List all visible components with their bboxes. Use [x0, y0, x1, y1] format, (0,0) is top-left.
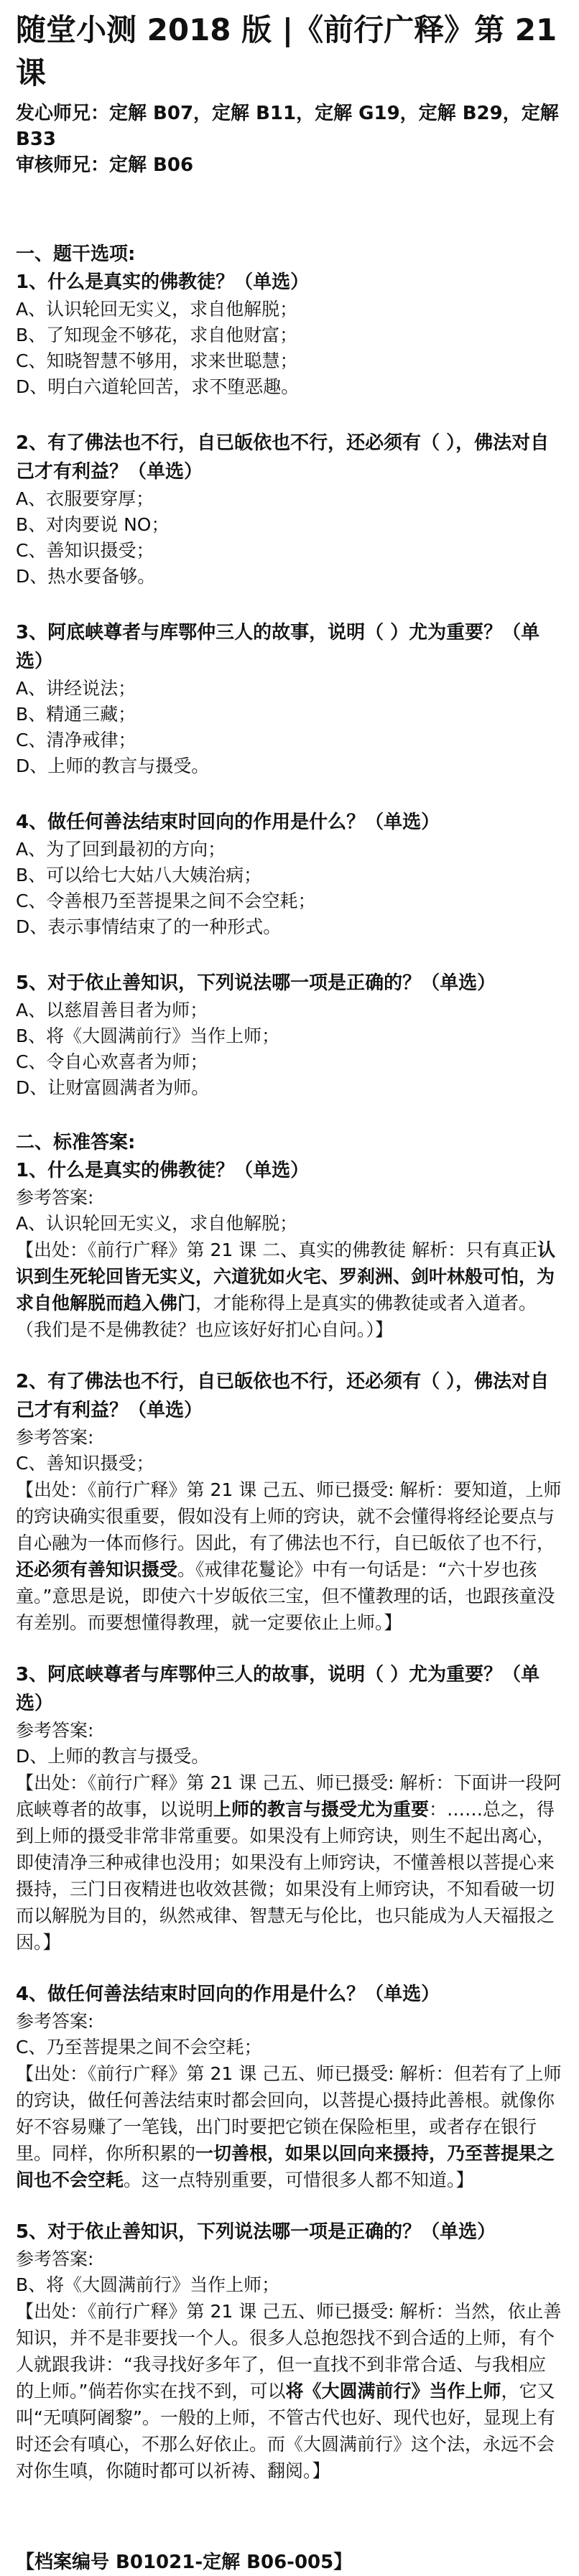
archive-number: 【档案编号 B01021-定解 B06-005】 — [16, 2552, 353, 2573]
option: B、将《大圆满前行》当作上师； — [16, 1026, 280, 1046]
option: D、明白六道轮回苦，求不堕恶趣。 — [16, 376, 300, 397]
option: A、以慈眉善目者为师； — [16, 1000, 208, 1020]
answer-question-title: 3、阿底峡尊者与库鄂仲三人的故事，说明（ ）尤为重要？（单选） — [16, 1664, 540, 1714]
source-text: ：……总之，得到上师的摄受非常非常重要。如果没有上师窍诀，则生不起出离心，即使清净三种戒律也没用；如果没有上师窍诀，不懂善根以菩提心来摄持，三门日夜精进也收效甚微；如果没有上师窍诀，不知看破一切而以解脱为目的，纵然戒律、智慧无与伦比，也只能成为人天福报之因。】 — [16, 1799, 555, 1953]
option: C、善知识摄受； — [16, 540, 154, 561]
option: A、认识轮回无实义，求自他解脱； — [16, 299, 298, 320]
answer-block — [16, 2218, 563, 2484]
reference-answer: D、上师的教言与摄受。 — [16, 1746, 210, 1767]
answer-question-title: 1、什么是真实的佛教徒？（单选） — [16, 1160, 310, 1181]
option: C、令善根乃至菩提果之间不会空耗； — [16, 891, 316, 911]
answer-block — [16, 1660, 563, 1956]
source-explanation — [16, 1477, 563, 1636]
source-text: 【出处：《前行广释》第 21 课 己五、师已摄受: 解析：当然，依止善知识，并不是非要找一个人。很多人总抱怨找不到合适的上师，有个人就跟我讲：“我寻找好多年了，但一直找不到非常合适、与我相应的上师。”倘若你实在找不到，可以 — [16, 2301, 562, 2401]
question-block — [16, 808, 563, 940]
source-text: 。《戒律花鬘论》中有一句话是：“六十岁也孩童。”意思是说，即使六十岁皈依三宝，但不懂教理的话，也跟孩童没有差别。而要想懂得教理，就一定要依止上师。】 — [16, 1559, 555, 1633]
reviewer-line: 审核师兄：定解 B06 — [16, 154, 194, 176]
option: D、热水要备够。 — [16, 566, 156, 587]
question-title: 5、对于依止善知识，下列说法哪一项是正确的？（单选） — [16, 972, 496, 994]
source-text: 。这一点特别重要，可惜很多人都不知道。】 — [124, 2170, 474, 2190]
reference-answer-label: 参考答案: — [16, 2011, 94, 2032]
source-text: 【出处：《前行广释》第 21 课 己五、师已摄受: 解析：但若有了上师的窍诀，做任何善法结束时都会回向，以菩提心摄持此善根。就像你好不容易赚了一笔钱，出门时要把它锁在保险柜里，或者存在银行里。同样，你所积累的 — [16, 2063, 562, 2164]
source-highlight: 一切善根，如果以回向来摄持，乃至菩提果之间也不会空耗 — [16, 2143, 555, 2190]
option: D、让财富圆满者为师。 — [16, 1077, 210, 1098]
question-block — [16, 969, 563, 1101]
question-title: 4、做任何善法结束时回向的作用是什么？（单选） — [16, 812, 440, 833]
reference-answer-label: 参考答案: — [16, 1427, 94, 1448]
option: B、可以给七大姑八大姨治病； — [16, 865, 262, 885]
reference-answer-label: 参考答案: — [16, 1720, 94, 1741]
source-highlight: 将《大圆满前行》当作上师 — [285, 2381, 501, 2401]
option: D、表示事情结束了的一种形式。 — [16, 916, 282, 937]
answer-question-title: 4、做任何善法结束时回向的作用是什么？（单选） — [16, 1984, 440, 2005]
option: B、精通三藏； — [16, 704, 136, 725]
question-title: 3、阿底峡尊者与库鄂仲三人的故事，说明（ ）尤为重要？（单选） — [16, 622, 540, 672]
reference-answer-label: 参考答案: — [16, 2249, 94, 2269]
source-text: ，它又叫“无嗔阿阇黎”。一般的上师，不管古代也好、现代也好，显现上有时还会有嗔心，不那么好依止。而《大圆满前行》这个法，永远不会对你生嗔，你随时都可以祈祷、翻阅。】 — [16, 2381, 555, 2481]
option: A、讲经说法； — [16, 678, 136, 699]
question-title: 2、有了佛法也不行，自已皈依也不行，还必须有（ ），佛法对自己才有利益？（单选） — [16, 432, 550, 483]
answer-block — [16, 1367, 563, 1636]
option: C、清净戒律； — [16, 730, 136, 750]
reference-answer: C、善知识摄受； — [16, 1453, 154, 1474]
option: C、令自心欢喜者为师； — [16, 1051, 208, 1072]
source-explanation — [16, 2298, 563, 2484]
source-explanation — [16, 2060, 563, 2193]
source-text: 【出处：《前行广释》第 21 课 二、真实的佛教徒 解析：只有真正 — [16, 1240, 538, 1260]
option: B、了知现金不够花，求自他财富； — [16, 325, 298, 345]
question-block — [16, 268, 563, 400]
question-block — [16, 429, 563, 590]
question-block — [16, 618, 563, 779]
option: C、知晓智慧不够用，求来世聪慧； — [16, 350, 298, 371]
source-explanation — [16, 1237, 563, 1343]
source-text: 【出处：《前行广释》第 21 课 己五、师已摄受: 解析：下面讲一段阿底峡尊者的故事，以说明 — [16, 1772, 562, 1820]
reference-answer-label: 参考答案: — [16, 1187, 94, 1208]
source-highlight: 上师的教言与摄受尤为重要 — [213, 1799, 430, 1820]
teachers-line: 发心师兄：定解 B07，定解 B11，定解 G19，定解 B29，定解 B33 — [16, 103, 559, 150]
option: D、上师的教言与摄受。 — [16, 755, 210, 776]
source-explanation — [16, 1770, 563, 1956]
answer-question-title: 2、有了佛法也不行，自已皈依也不行，还必须有（ ），佛法对自己才有利益？（单选） — [16, 1371, 550, 1421]
source-highlight: 还必须有善知识摄受 — [16, 1559, 178, 1580]
reference-answer: A、认识轮回无实义，求自他解脱； — [16, 1213, 298, 1234]
section-heading-questions: 一、题干选项: — [16, 243, 136, 265]
source-text: 【出处：《前行广释》第 21 课 己五、师已摄受: 解析：要知道，上师的窍诀确实很重要，假如没有上师的窍诀，就不会懂得将经论要点与自心融为一体而修行。因此，有了佛法也不行，自已皈依了也不行， — [16, 1479, 562, 1553]
source-highlight: 认识到生死轮回皆无实义，六道犹如火宅、罗刹洲、剑叶林般可怕，为求自他解脱而趋入佛门 — [16, 1240, 556, 1313]
option: A、为了回到最初的方向； — [16, 839, 226, 860]
option: B、对肉要说 NO； — [16, 514, 170, 535]
reference-answer: B、将《大圆满前行》当作上师； — [16, 2274, 280, 2295]
option: A、衣服要穿厚； — [16, 488, 154, 509]
answer-block — [16, 1156, 563, 1343]
source-text: ，才能称得上是真实的佛教徒或者入道者。（我们是不是佛教徒？也应该好好扪心自问。）】 — [16, 1293, 537, 1340]
answer-question-title: 5、对于依止善知识，下列说法哪一项是正确的？（单选） — [16, 2221, 496, 2243]
reference-answer: C、乃至菩提果之间不会空耗； — [16, 2037, 262, 2057]
section-heading-answers: 二、标准答案: — [16, 1132, 136, 1153]
page-title: 随堂小测 2018 版 |《前行广释》第 21 课 — [16, 12, 557, 90]
answer-block — [16, 1980, 563, 2193]
question-title: 1、什么是真实的佛教徒？（单选） — [16, 271, 310, 293]
